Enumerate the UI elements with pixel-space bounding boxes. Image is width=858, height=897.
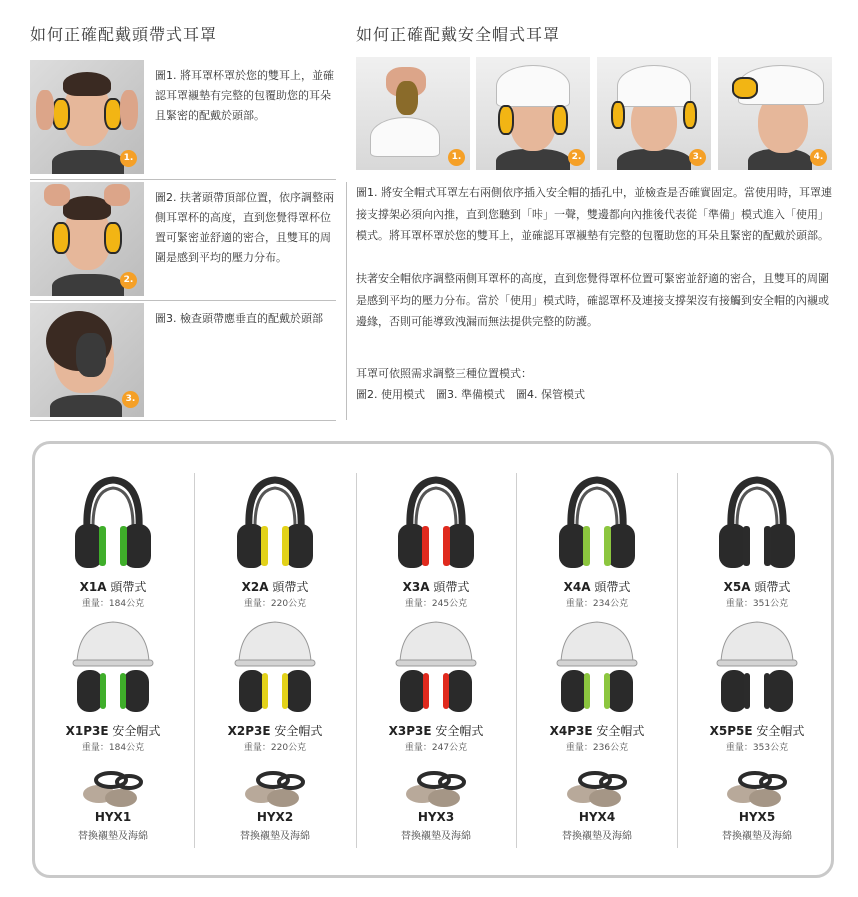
model-number: X2P3E bbox=[227, 724, 271, 738]
model-number: X5A bbox=[723, 580, 751, 594]
helmet-photo-1 bbox=[356, 57, 470, 170]
model-number: X4A bbox=[563, 580, 591, 594]
column-divider bbox=[194, 473, 195, 848]
helmet-earmuff-icon bbox=[394, 618, 478, 718]
pad-product-desc: 替換襯墊及海綿 bbox=[562, 831, 632, 842]
pad-product-name: HYX2 bbox=[256, 810, 294, 824]
step-2-photo bbox=[30, 182, 144, 296]
column-divider bbox=[516, 473, 517, 848]
step-1-text: 圖1. 將耳罩杯罩於您的雙耳上，並確認耳罩襯墊有完整的包覆助您的耳朵且緊密的配戴於頭部。 bbox=[155, 69, 334, 122]
pad-product-desc: 替換襯墊及海綿 bbox=[240, 831, 310, 842]
divider bbox=[30, 420, 336, 421]
helmet-photo-4-badge: 4. bbox=[810, 149, 827, 166]
helmet-product-name bbox=[677, 722, 837, 739]
helmet-photo-3 bbox=[597, 57, 711, 170]
pad-product-name: HYX5 bbox=[738, 810, 776, 824]
headband-product-weight: 重量：184公克 bbox=[81, 599, 145, 609]
helmet-photo-4 bbox=[718, 57, 832, 170]
divider bbox=[30, 300, 336, 301]
pad-product-desc: 替換襯墊及海綿 bbox=[78, 831, 148, 842]
section-divider bbox=[346, 182, 347, 420]
pad-product-desc: 替換襯墊及海綿 bbox=[401, 831, 471, 842]
headband-product-weight: 重量：351公克 bbox=[725, 599, 789, 609]
column-divider bbox=[356, 473, 357, 848]
column-divider bbox=[677, 473, 678, 848]
model-number: X5P5E bbox=[709, 724, 753, 738]
step-3-badge: 3. bbox=[122, 391, 139, 408]
model-type: 安全帽式 bbox=[270, 724, 323, 738]
headband-earmuff-icon bbox=[715, 474, 799, 574]
helmet-product-name bbox=[33, 722, 193, 739]
model-type: 安全帽式 bbox=[431, 724, 484, 738]
helmet-photo-1-badge: 1. bbox=[448, 149, 465, 166]
helmet-section-title: 如何正確配戴安全帽式耳罩 bbox=[356, 25, 561, 44]
pad-product-name: HYX1 bbox=[94, 810, 132, 824]
helmet-earmuff-icon bbox=[71, 618, 155, 718]
headband-product-name bbox=[517, 578, 677, 595]
hygiene-kit-icon bbox=[555, 768, 639, 808]
headband-product-name bbox=[356, 578, 516, 595]
hygiene-kit-icon bbox=[394, 768, 478, 808]
headband-section-title: 如何正確配戴頭帶式耳罩 bbox=[30, 25, 218, 44]
model-type: 安全帽式 bbox=[108, 724, 161, 738]
headband-earmuff-icon bbox=[394, 474, 478, 574]
headband-product-name bbox=[195, 578, 355, 595]
helmet-paragraph-2: 扶著安全帽依序調整兩側耳罩杯的高度，直到您覺得罩杯位置可緊密並舒適的密合，且雙耳的周圍是感到平均的壓力分布。當於「使用」模式時，確認罩杯及連接支撐架沒有接觸到安全帽的內襯或邊緣，否則可能導致洩漏而無法提供完整的防護。 bbox=[356, 272, 829, 328]
pad-product-name: HYX4 bbox=[578, 810, 616, 824]
model-type: 頭帶式 bbox=[106, 580, 147, 594]
divider bbox=[30, 179, 336, 180]
model-number: X2A bbox=[241, 580, 269, 594]
model-number: X1P3E bbox=[65, 724, 109, 738]
headband-product-name bbox=[33, 578, 193, 595]
step-1-photo bbox=[30, 60, 144, 174]
headband-product-weight: 重量：220公克 bbox=[243, 599, 307, 609]
headband-earmuff-icon bbox=[71, 474, 155, 574]
helmet-photo-2-badge: 2. bbox=[568, 149, 585, 166]
step-3-photo bbox=[30, 303, 144, 417]
modes-line-1: 耳罩可依照需求調整三種位置模式： bbox=[356, 367, 532, 380]
hygiene-kit-icon bbox=[715, 768, 799, 808]
model-type: 頭帶式 bbox=[590, 580, 631, 594]
pad-product-desc: 替換襯墊及海綿 bbox=[722, 831, 792, 842]
model-type: 安全帽式 bbox=[752, 724, 805, 738]
headband-earmuff-icon bbox=[233, 474, 317, 574]
model-type: 頭帶式 bbox=[268, 580, 309, 594]
helmet-photo-3-badge: 3. bbox=[689, 149, 706, 166]
step-2-text: 圖2. 扶著頭帶頂部位置，依序調整兩側耳罩杯的高度，直到您覺得罩杯位置可緊密並舒適的密合，且雙耳的周圍是感到平均的壓力分布。 bbox=[155, 191, 334, 264]
helmet-product-weight: 重量：184公克 bbox=[81, 743, 145, 753]
helmet-product-weight: 重量：247公克 bbox=[404, 743, 468, 753]
pad-product-name: HYX3 bbox=[417, 810, 455, 824]
helmet-product-name bbox=[356, 722, 516, 739]
model-number: X3A bbox=[402, 580, 430, 594]
helmet-photo-2 bbox=[476, 57, 590, 170]
helmet-paragraph-1: 圖1. 將安全帽式耳罩左右兩側依序插入安全帽的插孔中，並檢查是否確實固定。當使用時，耳罩連接支撐架必須向內推，直到您聽到「咔」一聲，雙邊都向內推後代表從「準備」模式進入「使用」模式。將耳罩杯罩於您的雙耳上，並確認耳罩襯墊有完整的包覆助您的耳朵且緊密的配戴於頭部。 bbox=[356, 186, 832, 242]
helmet-product-name bbox=[517, 722, 677, 739]
helmet-earmuff-icon bbox=[233, 618, 317, 718]
model-number: X3P3E bbox=[388, 724, 432, 738]
helmet-earmuff-icon bbox=[715, 618, 799, 718]
model-type: 安全帽式 bbox=[592, 724, 645, 738]
helmet-product-weight: 重量：236公克 bbox=[565, 743, 629, 753]
headband-product-weight: 重量：234公克 bbox=[565, 599, 629, 609]
hygiene-kit-icon bbox=[233, 768, 317, 808]
hygiene-kit-icon bbox=[71, 768, 155, 808]
step-3-text: 圖3. 檢查頭帶應垂直的配戴於頭部 bbox=[155, 312, 323, 325]
modes-line-2: 圖2. 使用模式 圖3. 準備模式 圖4. 保管模式 bbox=[356, 388, 585, 401]
helmet-earmuff-icon bbox=[555, 618, 639, 718]
headband-product-weight: 重量：245公克 bbox=[404, 599, 468, 609]
model-number: X1A bbox=[79, 580, 107, 594]
headband-product-name bbox=[677, 578, 837, 595]
helmet-product-weight: 重量：220公克 bbox=[243, 743, 307, 753]
helmet-product-weight: 重量：353公克 bbox=[725, 743, 789, 753]
step-1-badge: 1. bbox=[120, 150, 137, 167]
model-type: 頭帶式 bbox=[750, 580, 791, 594]
headband-earmuff-icon bbox=[555, 474, 639, 574]
helmet-product-name bbox=[195, 722, 355, 739]
model-type: 頭帶式 bbox=[429, 580, 470, 594]
step-2-badge: 2. bbox=[120, 272, 137, 289]
headband-step-1 bbox=[30, 60, 336, 174]
headband-step-3 bbox=[30, 303, 336, 417]
headband-step-2 bbox=[30, 182, 336, 296]
model-number: X4P3E bbox=[549, 724, 593, 738]
